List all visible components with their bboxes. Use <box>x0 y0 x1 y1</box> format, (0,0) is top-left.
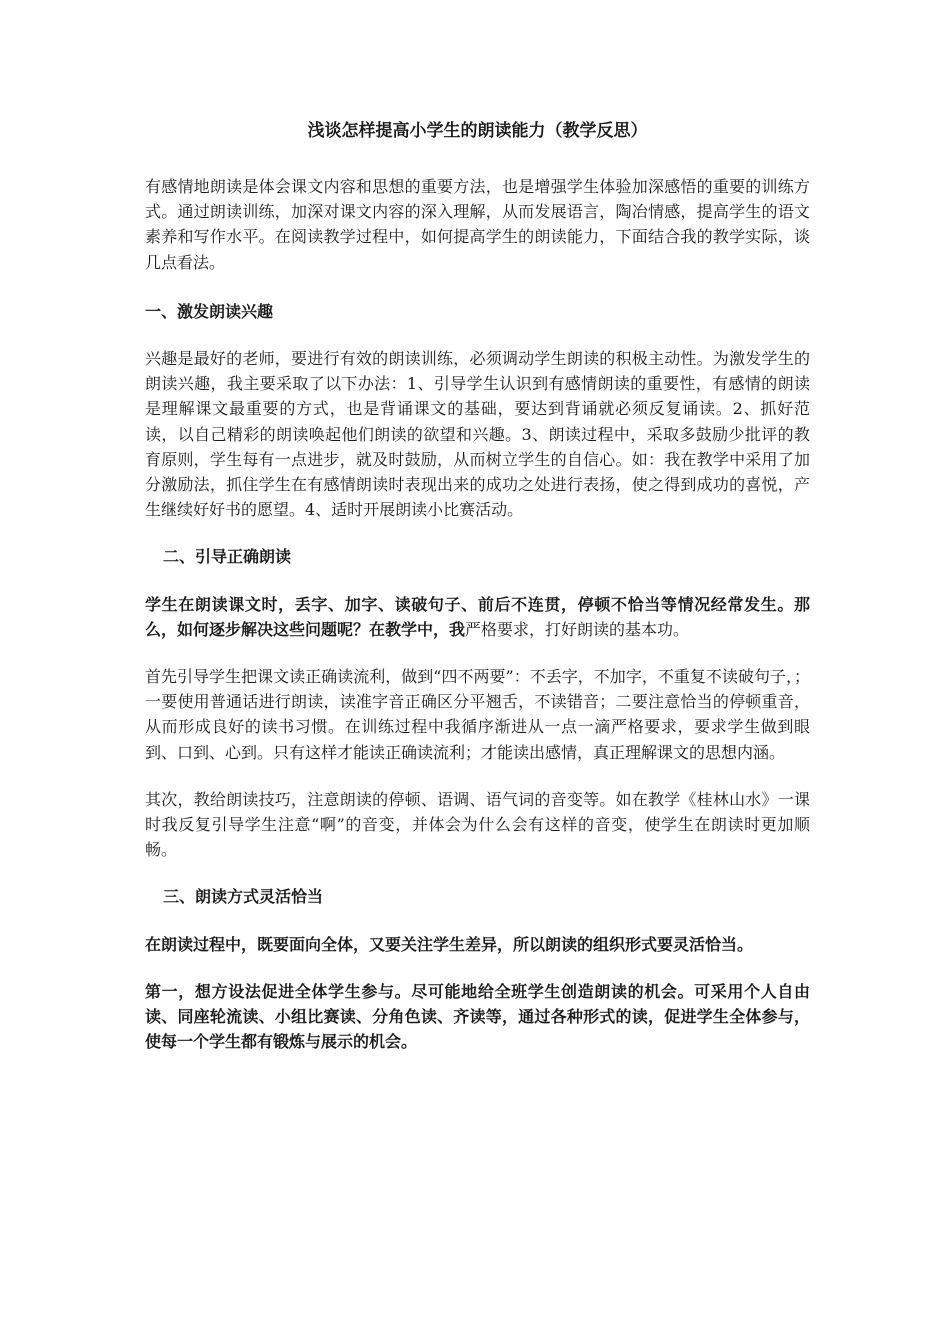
section2-paragraph-1 <box>145 592 810 642</box>
section3-paragraph-1: 在朗读过程中，既要面向全体，又要关注学生差异，所以朗读的组织形式要灵活恰当。 <box>145 934 754 954</box>
document-page <box>145 118 810 1054</box>
section1-heading: 一、激发朗读兴趣 <box>145 301 274 321</box>
document-title: 浅谈怎样提高小学生的朗读能力（教学反思） <box>307 121 648 141</box>
section3-heading: 三、朗读方式灵活恰当 <box>163 887 324 907</box>
section2-paragraph-3: 其次，教给朗读技巧，注意朗读的停顿、语调、语气词的音变等。如在教学《桂林山水》一课时我反复引导学生注意“啊”的音变，并体会为什么会有这样的音变，使学生在朗读时更加顺畅。 <box>145 789 810 860</box>
section2-paragraph-1-bold: 学生在朗读课文时，丢字、加字、读破句子、前后不连贯，停顿不恰当等情况经常发生。那么，如何逐步解决这些问题呢？在教学中，我 <box>145 594 810 639</box>
section2-heading: 二、引导正确朗读 <box>163 547 292 567</box>
intro-paragraph: 有感情地朗读是体会课文内容和思想的重要方法，也是增强学生体验加深感悟的重要的训练方式。通过朗读训练，加深对课文内容的深入理解，从而发展语言，陶冶情感，提高学生的语文素养和写作水平。在阅读教学过程中，如何提高学生的朗读能力，下面结合我的教学实际，谈几点看法。 <box>145 177 810 272</box>
section2-paragraph-1-normal: 严格要求，打好朗读的基本功。 <box>465 619 690 639</box>
section2-paragraph-2: 首先引导学生把课文读正确读流利，做到“四不两要”：不丢字，不加字，不重复不读破句子，；一要使用普通话进行朗读，读准字音正确区分平翘舌，不读错音；二要注意恰当的停顿重音，从而形成良好的读书习惯。在训练过程中我循序渐进从一点一滴严格要求，要求学生做到眼到、口到、心到。只有这样才能读正确读流利；才能读出感情，真正理解课文的思想内涵。 <box>145 667 810 762</box>
section3-paragraph-2: 第一，想方设法促进全体学生参与。尽可能地给全班学生创造朗读的机会。可采用个人自由读、同座轮流读、小组比赛读、分角色读、齐读等，通过各种形式的读，促进学生全体参与，使每一个学生都有锻炼与展示的机会。 <box>145 981 810 1052</box>
section1-paragraph: 兴趣是最好的老师，要进行有效的朗读训练，必须调动学生朗读的积极主动性。为激发学生的朗读兴趣，我主要采取了以下办法：1、引导学生认识到有感情朗读的重要性，有感情的朗读是理解课文最重要的方式，也是背诵课文的基础，要达到背诵就必须反复诵读。2、抓好范读，以自己精彩的朗读唤起他们朗读的欲望和兴趣。3、朗读过程中，采取多鼓励少批评的教育原则，学生每有一点进步，就及时鼓励，从而树立学生的自信心。如：我在教学中采用了加分激励法，抓住学生在有感情朗读时表现出来的成功之处进行表扬，使之得到成功的喜悦，产生继续好好书的愿望。4、适时开展朗读小比赛活动。 <box>145 349 810 520</box>
